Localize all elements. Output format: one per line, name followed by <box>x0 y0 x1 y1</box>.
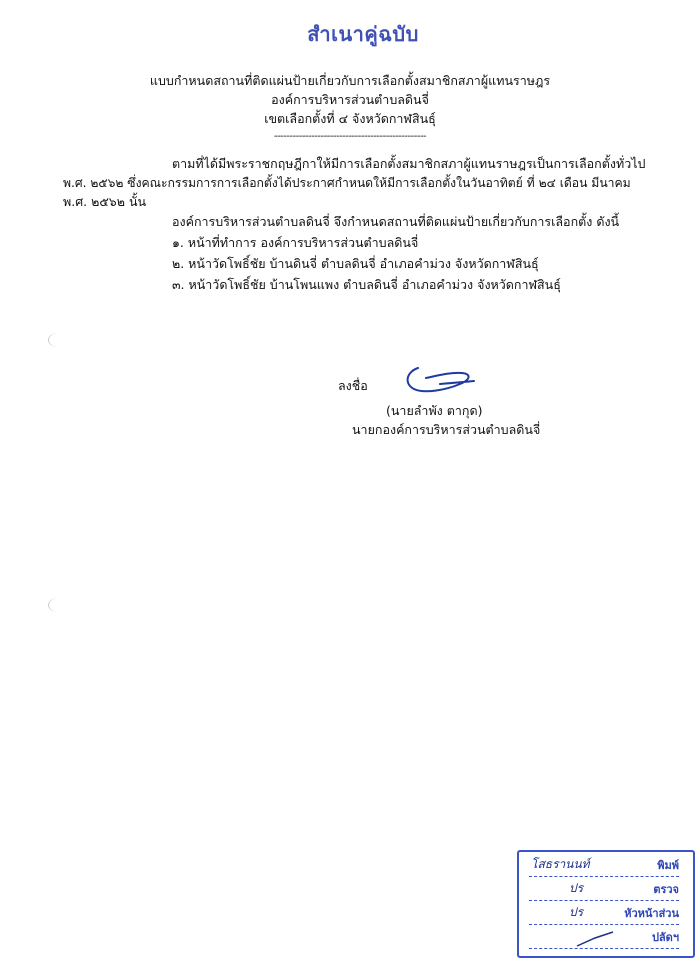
stamp-row <box>529 928 679 949</box>
stamp-label: ตรวจ <box>653 883 679 896</box>
title-line-2: องค์การบริหารส่วนตำบลดินจี่ <box>271 92 429 107</box>
signature-image <box>400 362 480 398</box>
stamp-scribble-icon <box>575 930 615 948</box>
stamp-row <box>529 856 679 877</box>
copy-stamp: สำเนาคู่ฉบับ <box>307 22 419 46</box>
list-item: ๓. หน้าวัดโพธิ์ชัย บ้านโพนแพง ตำบลดินจี่ อำเภอคำม่วง จังหวัดกาฬสินธุ์ <box>172 277 561 292</box>
stamp-label: ปลัดฯ <box>651 931 679 944</box>
title-line-3: เขตเลือกตั้งที่ ๔ จังหวัดกาฬสินธุ์ <box>264 111 436 126</box>
stamp-handwritten-name: โสธรานนท์ <box>531 857 590 871</box>
punch-hole-mark <box>48 333 69 347</box>
title-divider: ------------------------------------------------- <box>273 131 427 142</box>
approval-stamp <box>517 850 695 958</box>
signatory-name: (นายลำพัง ตากุด) <box>386 403 483 418</box>
punch-hole-mark <box>48 598 69 612</box>
paragraph-line-3: พ.ศ. ๒๕๖๒ นั้น <box>63 194 147 209</box>
list-item: ๑. หน้าที่ทำการ องค์การบริหารส่วนตำบลดินจี่ <box>172 235 419 250</box>
stamp-label: หัวหน้าส่วน <box>624 907 679 920</box>
signatory-position: นายกองค์การบริหารส่วนตำบลดินจี่ <box>352 422 541 437</box>
stamp-row <box>529 880 679 901</box>
list-intro: องค์การบริหารส่วนตำบลดินจี่ จึงกำหนดสถานที่ติดแผ่นป้ายเกี่ยวกับการเลือกตั้ง ดังนี้ <box>172 214 620 229</box>
paragraph-line-1: ตามที่ได้มีพระราชกฤษฎีกาให้มีการเลือกตั้งสมาชิกสภาผู้แทนราษฎรเป็นการเลือกตั้งทั่วไป <box>172 156 646 171</box>
title-line-1: แบบกำหนดสถานที่ติดแผ่นป้ายเกี่ยวกับการเลือกตั้งสมาชิกสภาผู้แทนราษฎร <box>149 73 551 88</box>
sign-label: ลงชื่อ <box>338 378 368 393</box>
stamp-row <box>529 904 679 925</box>
stamp-label: พิมพ์ <box>657 859 679 872</box>
stamp-initial: ปร <box>569 905 584 919</box>
list-item: ๒. หน้าวัดโพธิ์ชัย บ้านดินจี่ ตำบลดินจี่ อำเภอคำม่วง จังหวัดกาฬสินธุ์ <box>172 256 539 271</box>
paragraph-line-2: พ.ศ. ๒๕๖๒ ซึ่งคณะกรรมการการเลือกตั้งได้ประกาศกำหนดให้มีการเลือกตั้งในวันอาทิตย์ ที่ ๒๔ เดือน มีนาคม <box>63 176 631 190</box>
stamp-initial: ปร <box>569 881 584 895</box>
